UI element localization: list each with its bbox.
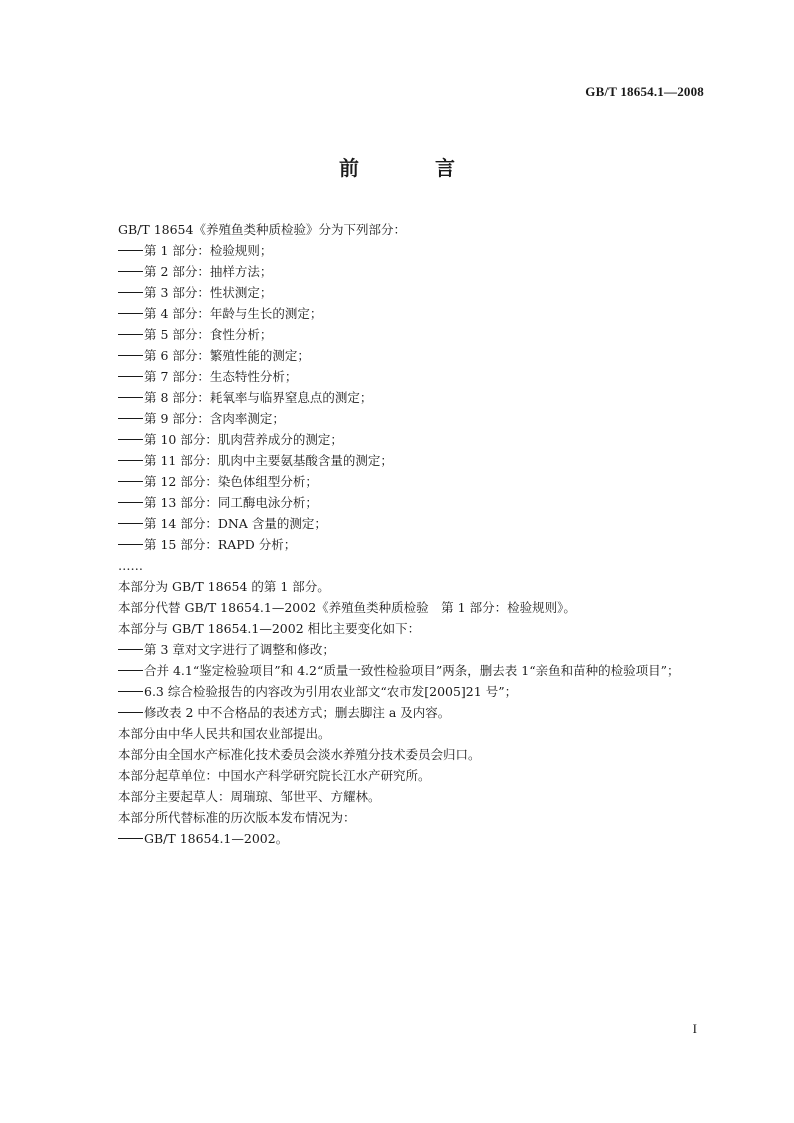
dash-mark bbox=[118, 345, 144, 366]
list-item: 第 3 部分：性状测定； bbox=[118, 282, 710, 303]
dash-mark bbox=[118, 639, 144, 660]
statement-replaces: 本部分代替 GB/T 18654.1—2002《养殖鱼类种质检验 第 1 部分：检验规则》。 bbox=[118, 600, 576, 615]
dash-mark bbox=[118, 492, 144, 513]
dash-mark bbox=[118, 408, 144, 429]
dash-mark bbox=[118, 450, 144, 471]
list-item: 第 1 部分：检验规则； bbox=[118, 240, 710, 261]
change-item: 6.3 综合检验报告的内容改为引用农业部文“农市发[2005]21 号”； bbox=[118, 681, 710, 702]
dash-mark bbox=[118, 366, 144, 387]
standard-code: GB/T 18654.1—2008 bbox=[585, 84, 704, 99]
ellipsis: …… bbox=[118, 558, 143, 573]
dash-mark bbox=[118, 261, 144, 282]
list-item: 第 7 部分：生态特性分析； bbox=[118, 366, 710, 387]
dash-mark bbox=[118, 660, 144, 681]
dash-mark bbox=[118, 240, 144, 261]
dash-mark bbox=[118, 534, 144, 555]
list-item: 第 5 部分：食性分析； bbox=[118, 324, 710, 345]
change-item: 第 3 章对文字进行了调整和修改； bbox=[118, 639, 710, 660]
foreword-body bbox=[118, 219, 710, 849]
list-item: 第 15 部分：RAPD 分析； bbox=[118, 534, 710, 555]
statement-centralized: 本部分由全国水产标准化技术委员会淡水养殖分技术委员会归口。 bbox=[118, 747, 481, 762]
dash-mark bbox=[118, 303, 144, 324]
history-item: GB/T 18654.1—2002。 bbox=[118, 828, 710, 849]
statement-part-of: 本部分为 GB/T 18654 的第 1 部分。 bbox=[118, 579, 330, 594]
statement-history-intro: 本部分所代替标准的历次版本发布情况为： bbox=[118, 810, 356, 825]
intro-line: GB/T 18654《养殖鱼类种质检验》分为下列部分： bbox=[118, 222, 406, 237]
list-item: 第 14 部分：DNA 含量的测定； bbox=[118, 513, 710, 534]
list-item: 第 13 部分：同工酶电泳分析； bbox=[118, 492, 710, 513]
page-number: I bbox=[692, 1021, 697, 1036]
dash-mark bbox=[118, 828, 144, 849]
list-item: 第 9 部分：含肉率测定； bbox=[118, 408, 710, 429]
list-item: 第 6 部分：繁殖性能的测定； bbox=[118, 345, 710, 366]
statement-drafters: 本部分主要起草人：周瑞琼、邹世平、方耀林。 bbox=[118, 789, 381, 804]
dash-mark bbox=[118, 324, 144, 345]
change-item: 修改表 2 中不合格品的表述方式；删去脚注 a 及内容。 bbox=[118, 702, 710, 723]
dash-mark bbox=[118, 387, 144, 408]
statement-changes-intro: 本部分与 GB/T 18654.1—2002 相比主要变化如下： bbox=[118, 621, 421, 636]
page-title: 前 言 bbox=[339, 156, 483, 180]
list-item: 第 2 部分：抽样方法； bbox=[118, 261, 710, 282]
list-item: 第 4 部分：年龄与生长的测定； bbox=[118, 303, 710, 324]
statement-proposed: 本部分由中华人民共和国农业部提出。 bbox=[118, 726, 331, 741]
list-item: 第 11 部分：肌肉中主要氨基酸含量的测定； bbox=[118, 450, 710, 471]
dash-mark bbox=[118, 282, 144, 303]
list-item: 第 8 部分：耗氧率与临界窒息点的测定； bbox=[118, 387, 710, 408]
statement-drafting-unit: 本部分起草单位：中国水产科学研究院长江水产研究所。 bbox=[118, 768, 431, 783]
dash-mark bbox=[118, 471, 144, 492]
change-item: 合并 4.1“鉴定检验项目”和 4.2“质量一致性检验项目”两条，删去表 1“亲鱼和苗种的检验项目”； bbox=[118, 660, 710, 681]
list-item: 第 12 部分：染色体组型分析； bbox=[118, 471, 710, 492]
dash-mark bbox=[118, 429, 144, 450]
list-item: 第 10 部分：肌肉营养成分的测定； bbox=[118, 429, 710, 450]
dash-mark bbox=[118, 702, 144, 723]
dash-mark bbox=[118, 513, 144, 534]
dash-mark bbox=[118, 681, 144, 702]
